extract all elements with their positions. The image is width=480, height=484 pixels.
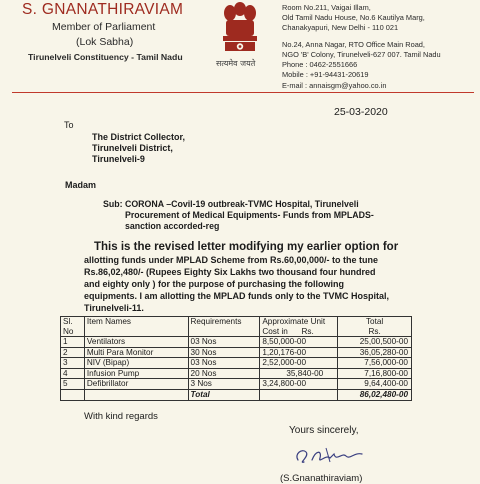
grand-total: 86,02,480-00 [338,389,412,400]
cell-unit-cost: 3,24,800-00 [260,379,338,390]
cell-requirement: 3 Nos [188,379,260,390]
cell-item: Ventilators [84,337,188,348]
cell-item: Defibrillator [84,379,188,390]
total-label: Total [188,389,260,400]
cell-item: Multi Para Monitor [84,347,188,358]
signatory-name: (S.Gnanathiraviam) [280,473,363,484]
cell-requirement: 30 Nos [188,347,260,358]
yours-sincerely: Yours sincerely, [289,425,359,436]
local-address-line: No.24, Anna Nagar, RTO Office Main Road, [282,40,425,49]
subject-line: sanction accorded-reg [125,221,220,231]
table-row [61,337,412,348]
cell-sl: 3 [61,358,85,369]
cell-item: NIV (Bipap) [84,358,188,369]
cell-total: 36,05,280-00 [338,347,412,358]
cell-item: Infusion Pump [84,368,188,379]
body-line: and eighty only ) for the purpose of purchasing the following [84,279,344,289]
phone-number: Phone : 0462-2551666 [282,60,358,69]
cell-empty [84,389,188,400]
cell-total: 7,16,800-00 [338,368,412,379]
mobile-number: Mobile : +91-94431-20619 [282,70,369,79]
signature-image [290,440,370,470]
cell-total: 7,56,000-00 [338,358,412,369]
emblem-motto: सत्यमेव जयते [216,59,256,68]
email-address: E-mail : annaisgm@yahoo.co.in [282,81,387,90]
delhi-address-line: Room No.211, Vaigai Illam, [282,3,371,12]
cell-empty [260,389,338,400]
table-row [61,368,412,379]
letterhead-divider [12,92,474,93]
subject-line: Sub: CORONA –Covil-19 outbreak-TVMC Hospital, Tirunelveli [103,199,359,209]
cell-sl: 1 [61,337,85,348]
table-row [61,379,412,390]
header-total: Total Rs. [338,317,412,337]
cell-requirement: 20 Nos [188,368,260,379]
cell-unit-cost: 2,52,000-00 [260,358,338,369]
header-unit-cost: Approximate Unit Cost in Rs. [260,317,338,337]
cell-requirement: 03 Nos [188,358,260,369]
mp-constituency: Tirunelveli Constituency - Tamil Nadu [28,52,183,62]
cell-sl: 5 [61,379,85,390]
body-line: This is the revised letter modifying my earlier option for [94,241,399,253]
local-address-line: NGO 'B' Colony, Tirunelveli-627 007. Tamil Nadu [282,50,441,59]
header-item: Item Names [84,317,188,337]
to-label: To [64,120,74,130]
recipient-line: Tirunelveli-9 [92,154,145,164]
equipment-table [60,316,412,401]
mp-house: (Lok Sabha) [76,36,134,48]
cell-total: 9,64,400-00 [338,379,412,390]
recipient-line: Tirunelveli District, [92,143,173,153]
header-sl: Sl. No [61,317,85,337]
national-emblem-icon [218,0,262,58]
body-line: allotting funds under MPLAD Scheme from Rs.60,00,000/- to the tune [84,255,379,265]
body-line: Rs.86,02,480/- (Rupees Eighty Six Lakhs two thousand four hundred [84,267,376,277]
body-line: Tirunelveli-11. [84,303,144,313]
closing: With kind regards [84,411,158,422]
header-requirements: Requirements [188,317,260,337]
delhi-address-line: Chanakyapuri, New Delhi - 110 021 [282,23,399,32]
delhi-address-line: Old Tamil Nadu House, No.6 Kautilya Marg, [282,13,425,22]
recipient-line: The District Collector, [92,132,186,142]
cell-unit-cost: 1,20,176-00 [260,347,338,358]
cell-requirement: 03 Nos [188,337,260,348]
cell-sl: 4 [61,368,85,379]
cell-empty [61,389,85,400]
cell-unit-cost: 35,840-00 [260,368,338,379]
letter-date: 25-03-2020 [334,106,388,118]
subject-line: Procurement of Medical Equipments- Funds from MPLADS- [125,210,374,220]
table-header-row [61,317,412,337]
cell-unit-cost: 8,50,000-00 [260,337,338,348]
salutation: Madam [65,180,97,190]
body-line: equipments. I am allotting the MPLAD funds only to the TVMC Hospital, [84,291,390,301]
table-row [61,358,412,369]
cell-sl: 2 [61,347,85,358]
mp-designation: Member of Parliament [52,21,156,33]
mp-name: S. GNANATHIRAVIAM [22,1,184,18]
table-row [61,347,412,358]
table-total-row [61,389,412,400]
cell-total: 25,00,500-00 [338,337,412,348]
